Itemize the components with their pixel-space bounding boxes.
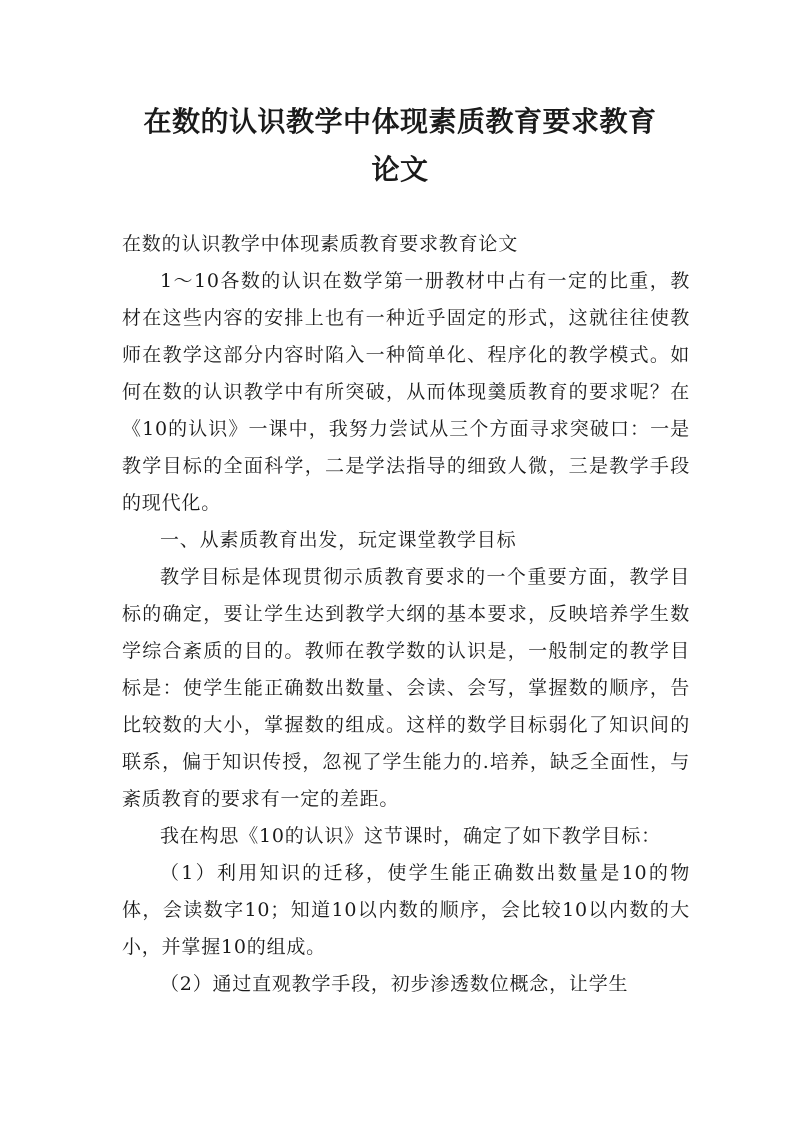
document-title	[100, 98, 700, 194]
body-paragraph: 教学目标是体现贯彻示质教育要求的一个重要方面，教学目标的确定，要让学生达到教学大纲的基本要求，反映培养学生数学综合紊质的目的。教师在教学数的认识是，一般制定的教学目标是：使学生能正确数出数量、会读、会写，掌握数的顺序，告比较数的大小，掌握数的组成。这样的数学目标弱化了知识间的联系，偏于知识传授，忽视了学生能力的.培养，缺乏全面性，与紊质教育的要求有一定的差距。	[122, 566, 690, 810]
document-body	[122, 226, 690, 1003]
body-paragraph: 我在构思《10的认识》这节课时，确定了如下教学目标：	[160, 825, 661, 847]
title-line-2: 论文	[371, 153, 429, 186]
goal-item-1: （1）利用知识的迁移，使学生能正确数出数量是10的物体，会读数字10；知道10以内数的顺序，会比较10以内数的大小，并掌握10的组成。	[122, 862, 690, 958]
title-line-1: 在数的认识教学中体现素质教育要求教育	[143, 105, 657, 138]
intro-paragraph: 1～10各数的认识在数学第一册教材中占有一定的比重，教材在这些内容的安排上也有一种近乎固定的形式，这就往往使教师在教学这部分内容时陷入一种简单化、程序化的教学模式。如何在数的认识教学中有所突破，从而体现羹质教育的要求呢？在《10的认识》一课中，我努力尝试从三个方面寻求突破口：一是教学目标的全面科学，二是学法指导的细致人微，三是教学手段的现代化。	[122, 270, 690, 514]
section-heading: 一、从素质教育出发，玩定课堂教学目标	[160, 529, 517, 551]
goal-item-2: （2）通过直观教学手段，初步渗透数位概念，让学生	[160, 973, 629, 995]
subtitle-paragraph: 在数的认识教学中体现素质教育要求教育论文	[122, 233, 519, 255]
